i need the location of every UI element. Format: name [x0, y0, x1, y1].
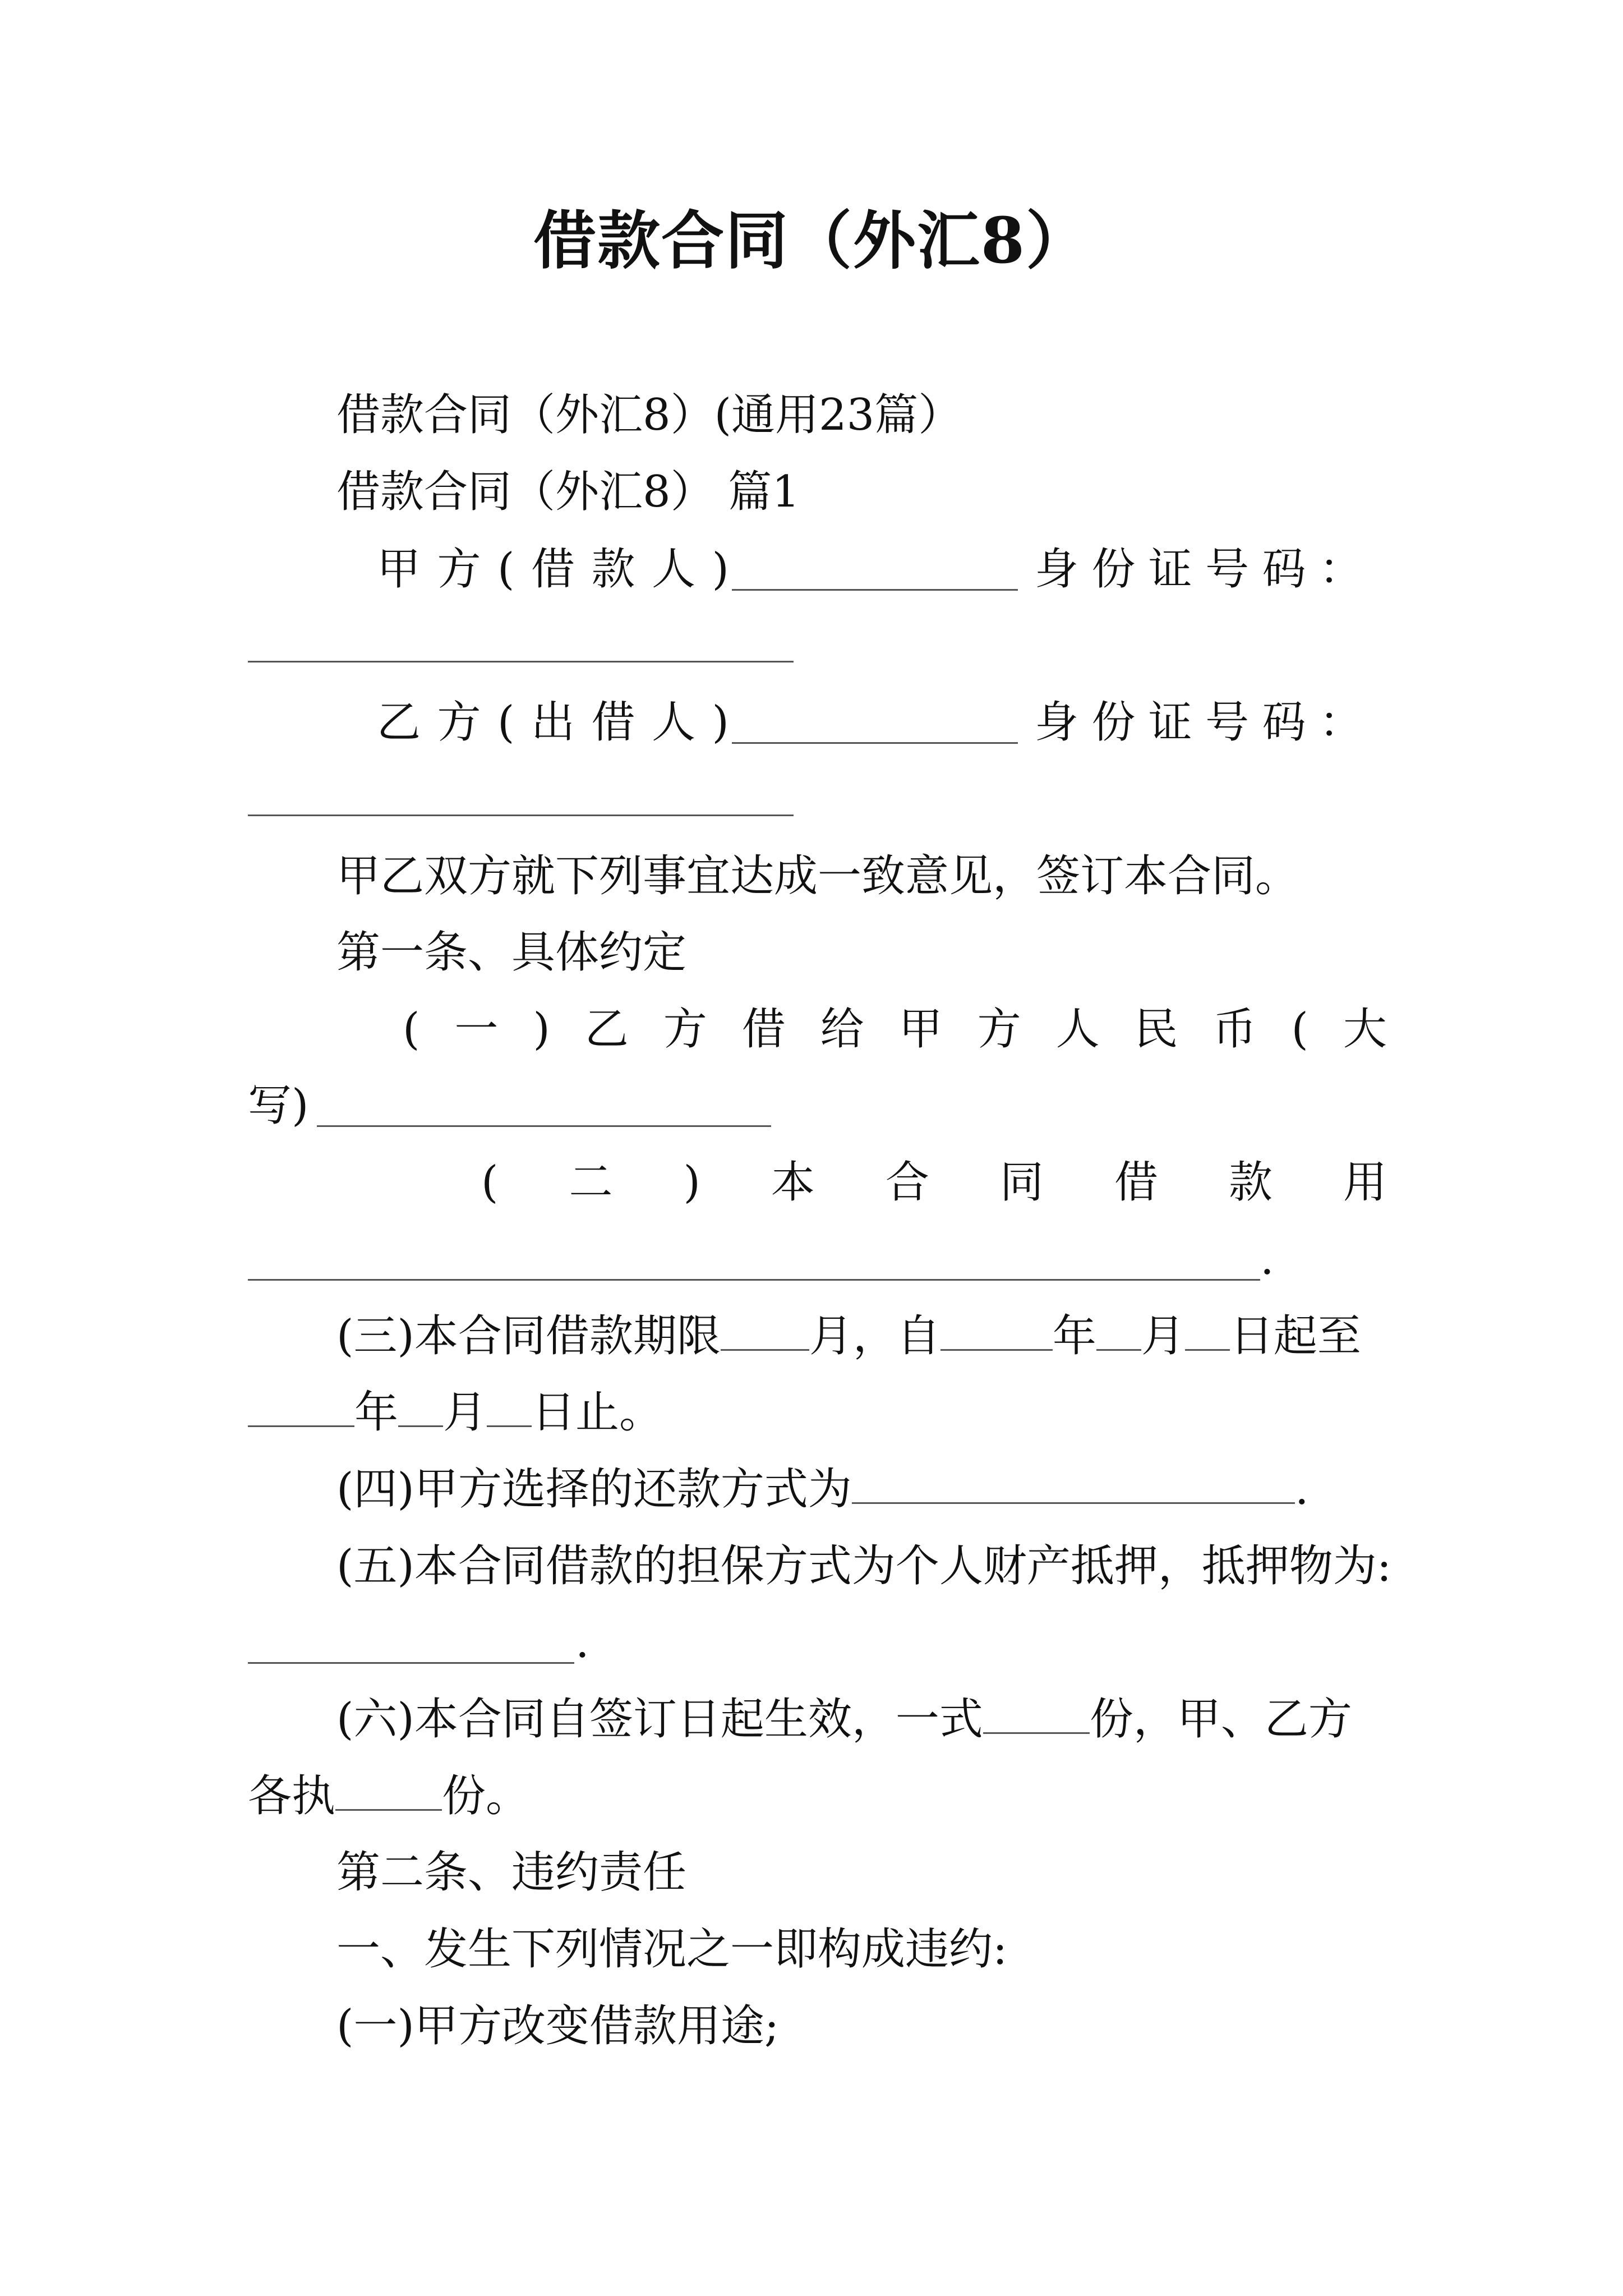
- start-day-blank: [1185, 1310, 1230, 1351]
- item-3-continuation: 年 月 日止。: [248, 1382, 663, 1443]
- document-subtitle: 借款合同（外汇8）(通用23篇）: [336, 390, 962, 440]
- item-1-continuation: 写): [248, 1080, 309, 1131]
- start-year-blank: [940, 1310, 1053, 1351]
- item-2-purpose-blank: [248, 1279, 1260, 1281]
- item-5-period: .: [575, 1617, 589, 1668]
- each-holds-blank: [335, 1770, 442, 1811]
- item-1-line: ( 一 ) 乙 方 借 给 甲 方 人 民 币 ( 大: [403, 1004, 1387, 1055]
- document-title: 借款合同（外汇8）: [533, 204, 1090, 278]
- breach-item-1: (一)甲方改变借款用途;: [336, 2001, 780, 2051]
- repayment-method-blank: [852, 1463, 1295, 1504]
- party-a-name-blank: [732, 589, 1018, 591]
- party-b-id-label: 身 份 证 号 码 ：: [1035, 697, 1363, 748]
- item-1-amount-blank: [317, 1125, 771, 1127]
- months-blank: [721, 1310, 809, 1351]
- item-3-line: (三)本合同借款期限 月，自 年 月 日起至: [336, 1311, 1361, 1361]
- section-heading: 借款合同（外汇8） 篇1: [336, 467, 800, 517]
- end-month-blank: [398, 1386, 443, 1427]
- start-month-blank: [1096, 1310, 1141, 1351]
- party-b-id-blank: [248, 815, 794, 816]
- party-a-id-label: 身 份 证 号 码 ：: [1035, 544, 1363, 595]
- party-b-name-blank: [732, 742, 1018, 744]
- party-a-label: 甲 方 ( 借 款 人 ): [377, 544, 729, 595]
- item-5-line: (五)本合同借款的担保方式为个人财产抵押，抵押物为:: [336, 1541, 1392, 1591]
- item-4-line: (四)甲方选择的还款方式为 .: [336, 1464, 1309, 1515]
- agreement-statement: 甲乙双方就下列事宜达成一致意见，签订本合同。: [336, 851, 1299, 901]
- article-2-heading: 第二条、违约责任: [336, 1847, 687, 1898]
- item-6-continuation: 各执 份。: [248, 1771, 530, 1821]
- article-1-heading: 第一条、具体约定: [336, 927, 687, 978]
- party-b-label: 乙 方 ( 出 借 人 ): [377, 697, 729, 748]
- breach-intro: 一、发生下列情况之一即构成违约:: [336, 1924, 1008, 1975]
- item-6-line: (六)本合同自签订日起生效，一式 份，甲、乙方: [336, 1694, 1352, 1745]
- item-2-period: .: [1260, 1234, 1274, 1285]
- end-day-blank: [487, 1386, 532, 1427]
- party-a-id-blank: [248, 661, 794, 662]
- end-year-blank: [248, 1386, 354, 1427]
- item-2-line: ( 二 ) 本 合 同 借 款 用: [481, 1157, 1387, 1208]
- copies-blank: [983, 1693, 1090, 1734]
- collateral-blank: [248, 1662, 574, 1664]
